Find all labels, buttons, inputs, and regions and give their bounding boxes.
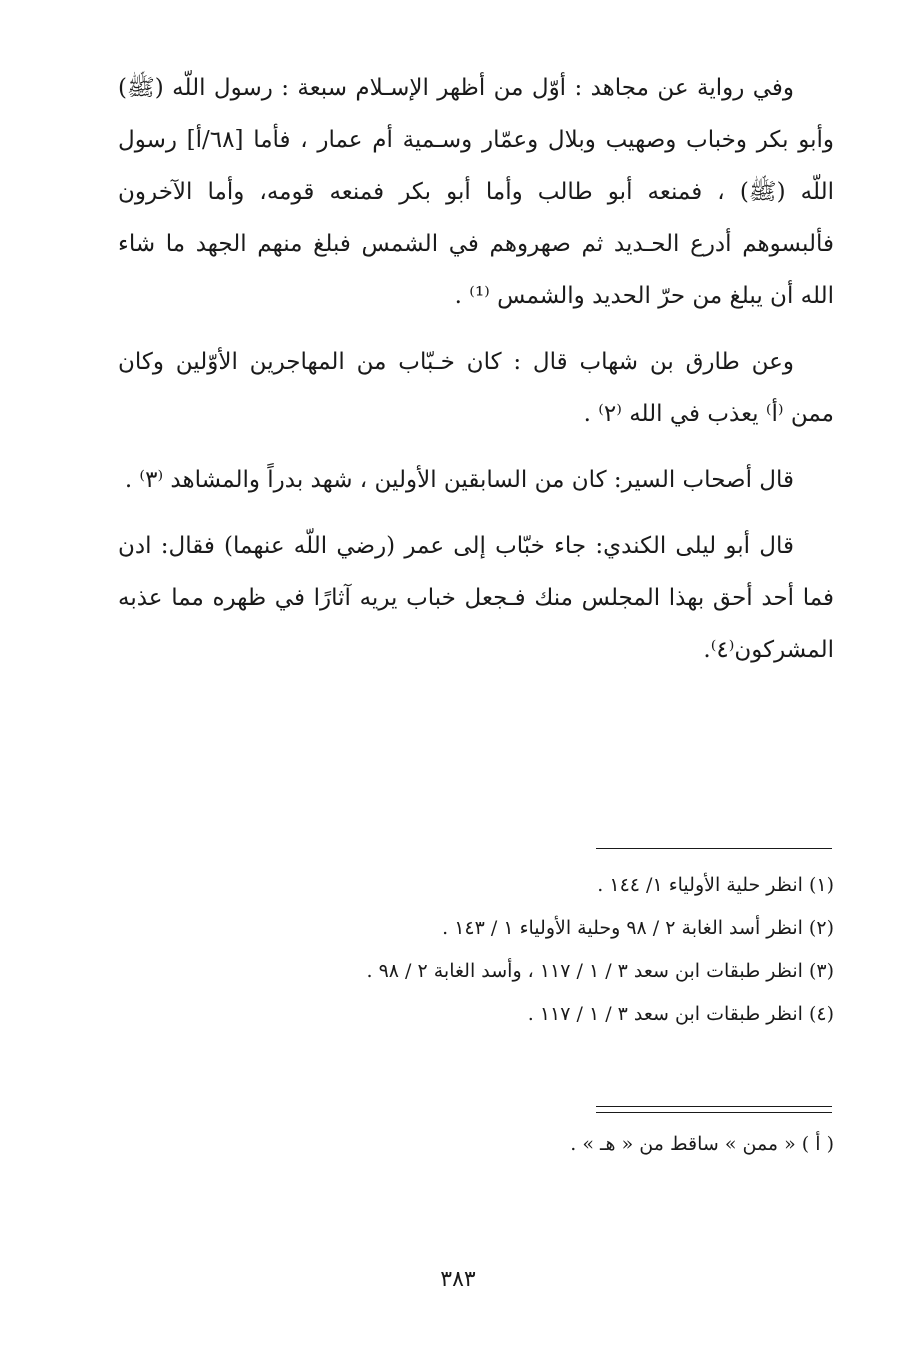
paragraph-tariq-narration: وعن طارق بن شهاب قال : كان خـبّاب من المهاجرين الأوّلين وكان ممن ⁽أ⁾ يعذب في الله ⁽٢⁾ . xyxy=(118,349,834,427)
footnote-3: (٣) انظر طبقات ابن سعد ٣ / ١ / ١١٧ ، وأسد الغابة ٢ / ٩٨ . xyxy=(366,960,834,982)
footnote-1: (١) انظر حلية الأولياء ١/ ١٤٤ . xyxy=(597,874,834,896)
footnote-2: (٢) انظر أسد الغابة ٢ / ٩٨ وحلية الأولياء ١ / ١٤٣ . xyxy=(442,917,834,939)
footnote-4: (٤) انظر طبقات ابن سعد ٣ / ١ / ١١٧ . xyxy=(527,1003,834,1025)
paragraph-biographers: قال أصحاب السير: كان من السابقين الأولين ، شهد بدراً والمشاهد ⁽٣⁾ . xyxy=(124,467,794,493)
footnote-separator xyxy=(596,848,832,849)
main-text xyxy=(118,62,834,690)
paragraph-mujahid-narration: وفي رواية عن مجاهد : أوّل من أظهر الإسـلام سبعة : رسول اللّه (ﷺ) وأبو بكر وخباب وصهيب وبلال وعمّار وسـمية أم عمار ، فأما [٦٨/أ] رسول اللّه (ﷺ) ، فمنعه أبو طالب وأما أبو بكر فمنعه قومه، وأما الآخرون فألبسوهم أدرع الحـديد ثم صهروهم في الشمس فبلغ منهم الجهد ما شاء الله أن يبلغ من حرّ الحديد والشمس ⁽¹⁾ . xyxy=(118,75,834,309)
manuscript-variant-note: ( أ ) « ممن » ساقط من « هـ » . xyxy=(570,1133,834,1155)
page-number: ٣٨٣ xyxy=(440,1267,476,1292)
variant-separator-bottom xyxy=(596,1112,832,1113)
paragraph-abu-layla-narration: قال أبو ليلى الكندي: جاء خبّاب إلى عمر (رضي اللّه عنهما) فقال: ادن فما أحد أحق بهذا المجلس منك فـجعل خباب يريه آثارًا في ظهره مما عذبه المشركون⁽٤⁾. xyxy=(118,533,834,663)
variant-separator-top xyxy=(596,1106,832,1107)
footnotes xyxy=(200,864,834,1036)
